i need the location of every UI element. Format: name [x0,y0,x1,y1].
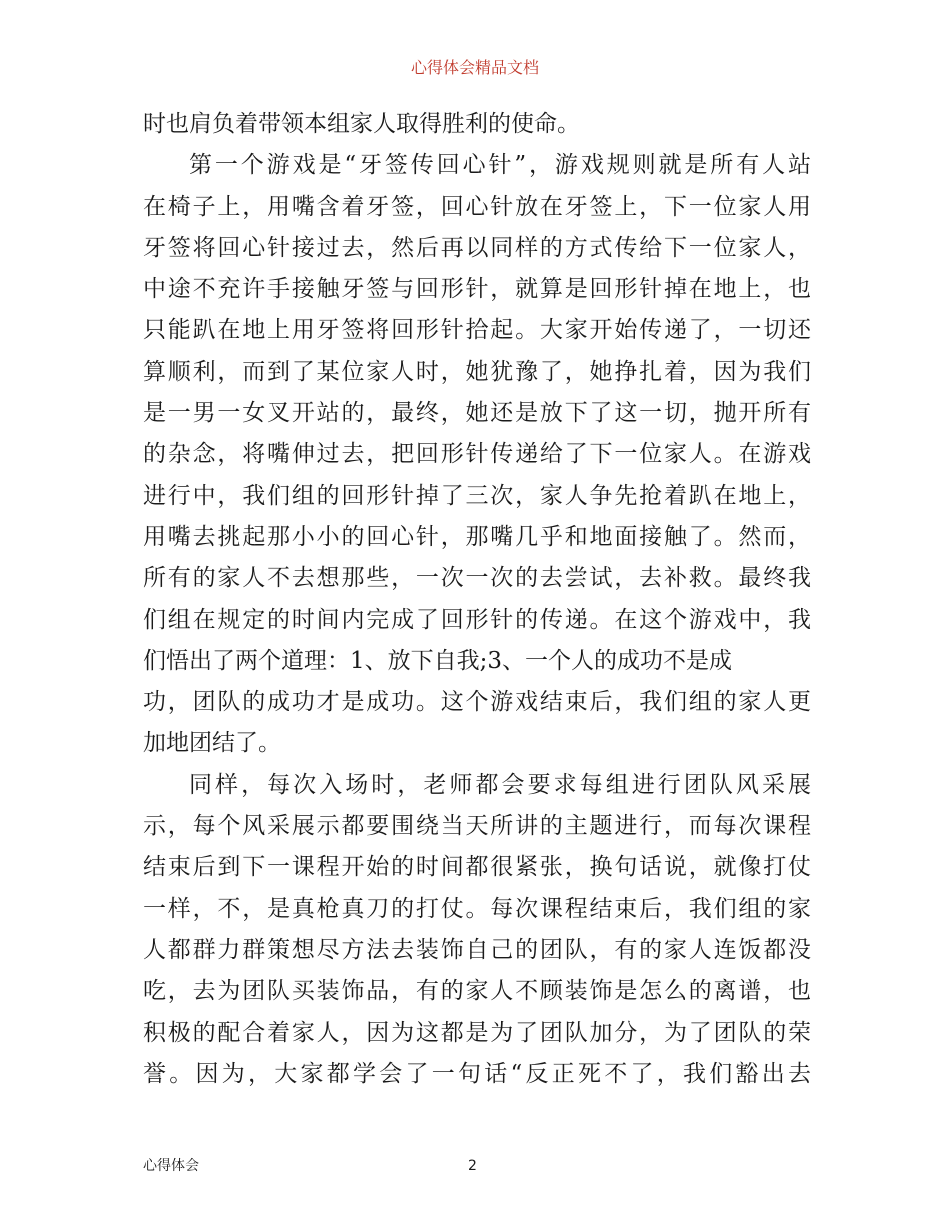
page-number: 2 [468,1158,477,1174]
paragraph-line: 积极的配合着家人，因为这都是为了团队加分，为了团队的荣 [143,1019,811,1046]
paragraph-line: 牙签将回心针接过去，然后再以同样的方式传给下一位家人， [143,234,811,261]
paragraph-line: 算顺利，而到了某位家人时，她犹豫了，她挣扎着，因为我们 [143,358,811,385]
paragraph-line: 在椅子上，用嘴含着牙签，回心针放在牙签上，下一位家人用 [143,193,811,220]
paragraph-line: 们组在规定的时间内完成了回形针的传递。在这个游戏中，我 [143,606,811,633]
paragraph-line: 是一男一女叉开站的，最终，她还是放下了这一切，抛开所有 [143,400,811,427]
paragraph-line: 用嘴去挑起那小小的回心针，那嘴几乎和地面接触了。然而， [143,523,811,550]
paragraph-line: 的杂念，将嘴伸过去，把回形针传递给了下一位家人。在游戏 [143,441,811,468]
paragraph-line: 示，每个风采展示都要围绕当天所讲的主题进行，而每次课程 [143,813,811,840]
document-header-title: 心得体会精品文档 [410,58,539,77]
paragraph-line: 中途不充许手接触牙签与回形针，就算是回形针掉在地上，也 [143,276,811,303]
paragraph-line: 誉。因为，大家都学会了一句话“反正死不了，我们豁出去 [143,1060,811,1087]
paragraph-line: 功，团队的成功才是成功。这个游戏结束后，我们组的家人更 [143,689,811,716]
paragraph-line: 结束后到下一课程开始的时间都很紧张，换句话说，就像打仗 [143,854,811,881]
paragraph-line: 进行中，我们组的回形针掉了三次，家人争先抢着趴在地上， [143,482,811,509]
paragraph-line: 时也肩负着带领本组家人取得胜利的使命。 [143,111,580,137]
paragraph-line: 只能趴在地上用牙签将回形针拾起。大家开始传递了，一切还 [143,317,811,344]
paragraph-line: 所有的家人不去想那些，一次一次的去尝试，去补救。最终我 [143,565,811,592]
footer-label: 心得体会 [143,1158,199,1174]
document-body [143,104,811,1095]
paragraph-line: 第一个游戏是“牙签传回心针”，游戏规则就是所有人站 [189,152,811,179]
paragraph-line: 一样，不，是真枪真刀的打仗。每次课程结束后，我们组的家 [143,895,811,922]
paragraph-line: 人都群力群策想尽方法去装饰自己的团队，有的家人连饭都没 [143,936,811,963]
paragraph-line: 吃，去为团队买装饰品，有的家人不顾装饰是怎么的离谱，也 [143,978,811,1005]
paragraph-line: 同样，每次入场时，老师都会要求每组进行团队风采展 [189,771,811,798]
paragraph-line: 们悟出了两个道理：1、放下自我;3、一个人的成功不是成 [143,647,733,674]
paragraph-line: 加地团结了。 [143,730,281,757]
